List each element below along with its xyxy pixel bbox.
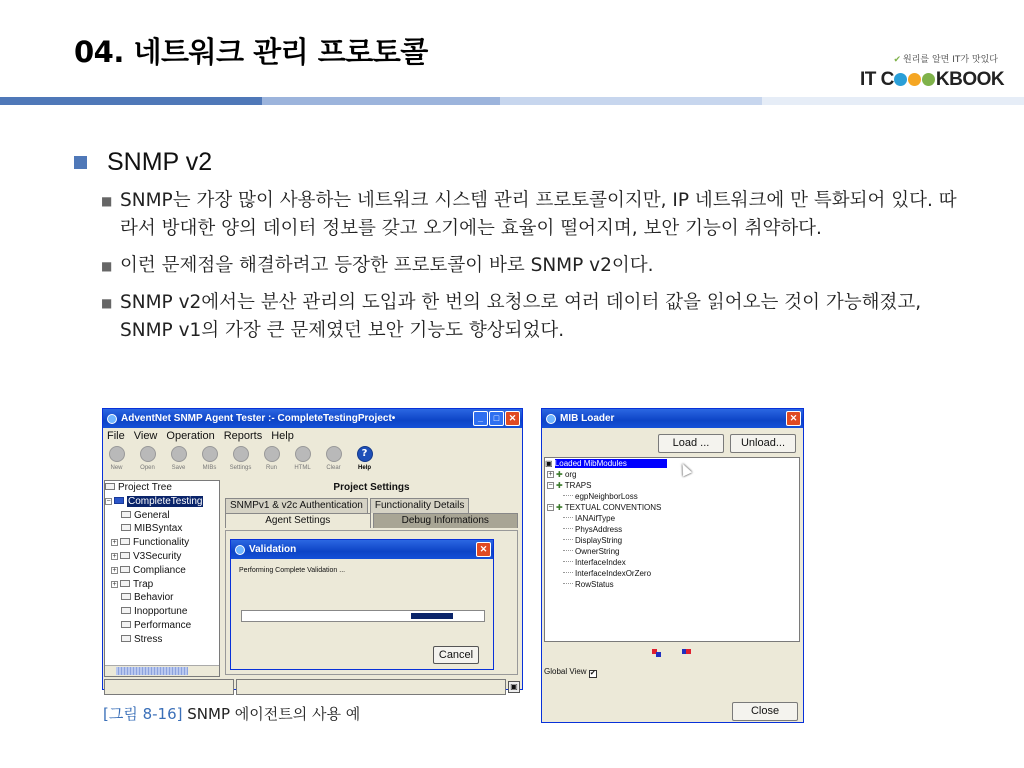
menu-operation[interactable]: Operation: [166, 430, 215, 442]
project-tree: [104, 480, 220, 677]
project-icon: [114, 497, 124, 504]
tool-label: Open: [140, 465, 155, 471]
toolbar-open-button[interactable]: [136, 444, 159, 478]
content-section: [74, 148, 974, 354]
tool-label: HTML: [294, 465, 311, 471]
folder-icon: [121, 524, 131, 531]
expand-icon[interactable]: +: [548, 471, 553, 478]
expand-icon[interactable]: +: [112, 566, 117, 574]
tree-item-trap[interactable]: [105, 578, 219, 592]
module-icon: ✚: [556, 470, 565, 479]
mib-module-item[interactable]: [545, 491, 799, 502]
logo-brand-end: KBOOK: [935, 69, 1005, 90]
mibs-icon: [202, 446, 218, 462]
app-icon: [546, 414, 556, 424]
bullet-item: [74, 252, 970, 280]
folder-icon: [121, 607, 131, 614]
bullet-text: SNMP는 가장 많이 사용하는 네트워크 시스템 관리 프로토콜이지만, IP 네트워크에 만 특화되어 있다. 따라서 방대한 양의 데이터 정보를 갖고 오기에는 효율이 떨어지며, 보안 기능이 취약하다.: [120, 190, 957, 239]
logo-dot-green: [922, 73, 935, 86]
menu-help[interactable]: Help: [271, 430, 294, 442]
tree-item-label: Behavior: [134, 592, 174, 604]
folder-icon: [121, 635, 131, 642]
bullet-text: 이런 문제점을 해결하려고 등장한 프로토콜이 바로 SNMP v2이다.: [120, 255, 654, 276]
bullet-list: [74, 187, 974, 345]
menu-file[interactable]: File: [107, 430, 125, 442]
mib-module-label: InterfaceIndex: [575, 558, 626, 567]
tree-item-label: MIBSyntax: [134, 523, 183, 535]
global-view-option: [544, 667, 597, 678]
module-icon: ✚: [556, 503, 565, 512]
tree-item-label: Compliance: [133, 564, 186, 576]
expand-icon[interactable]: +: [112, 539, 117, 547]
toolbar: [103, 444, 522, 478]
status-icon[interactable]: ▣: [508, 681, 520, 693]
tree-item-compliance[interactable]: [105, 564, 219, 578]
bullet-item: [74, 187, 970, 243]
logo-tagline-text: 원리를 알면 IT가 맛있다: [903, 55, 998, 65]
tree-connector: [563, 550, 573, 551]
header-bar-segment: [762, 97, 1024, 105]
settings-tabs-row-2: [223, 513, 520, 528]
tree-item-mibsyntax[interactable]: [105, 522, 219, 536]
caption-figure-number: [그림 8-16]: [103, 705, 183, 723]
tab-debug-informations[interactable]: Debug Informations: [373, 513, 519, 528]
tool-label: MIBs: [202, 465, 217, 471]
status-field: [104, 679, 234, 695]
mib-module-item[interactable]: [545, 557, 799, 568]
cancel-button[interactable]: Cancel: [433, 646, 479, 664]
validation-message: Performing Complete Validation ...: [239, 567, 346, 574]
tool-label: New: [110, 465, 123, 471]
load-button[interactable]: Load ...: [658, 434, 724, 453]
bullet-item: [74, 289, 970, 345]
tree-connector: [563, 495, 573, 496]
tree-item-performance[interactable]: [105, 619, 219, 633]
expand-icon[interactable]: +: [112, 552, 117, 560]
tree-item-label: Stress: [134, 633, 163, 645]
tree-connector: [563, 517, 573, 518]
mib-module-label: IANAifType: [575, 514, 616, 523]
tree-item-label: General: [134, 509, 170, 521]
tree-connector: [563, 539, 573, 540]
window-controls: [786, 411, 801, 426]
tool-label: Save: [171, 465, 186, 471]
header-bar-segment: [0, 97, 262, 105]
mib-module-item[interactable]: [545, 469, 799, 480]
toolbar-settings-button[interactable]: [229, 444, 252, 478]
figure-caption: [103, 703, 360, 724]
tree-item-label: Trap: [133, 578, 154, 590]
logo-brand-start: IT C: [860, 69, 894, 90]
toolbar-help-button[interactable]: [353, 444, 376, 478]
check-icon: ✔: [893, 55, 902, 65]
global-view-checkbox[interactable]: ✔: [589, 670, 596, 677]
tool-label: Clear: [326, 465, 341, 471]
section-heading: [74, 148, 974, 177]
tree-project-label: CompleteTesting: [128, 495, 203, 507]
logo-wordmark: [860, 69, 1004, 91]
validation-dialog: [230, 539, 494, 670]
folder-icon: [120, 538, 130, 545]
dialog-title: Validation: [249, 544, 297, 555]
folder-icon: [120, 566, 130, 573]
tree-connector: [563, 528, 573, 529]
folder-icon: [121, 593, 131, 600]
tree-item-v3security[interactable]: [105, 550, 219, 564]
mib-module-label: PhysAddress: [575, 525, 623, 534]
mib-loader-window: [541, 408, 804, 723]
header-divider-bar: [0, 97, 1024, 105]
validation-progress-bar: [241, 610, 485, 622]
toolbar-new-button[interactable]: [105, 444, 128, 478]
tree-connector: [563, 572, 573, 573]
validation-titlebar[interactable]: [231, 540, 493, 559]
folder-icon: [120, 552, 130, 559]
minimize-button[interactable]: _: [473, 411, 488, 426]
tree-root[interactable]: [105, 481, 219, 495]
window-controls: [473, 411, 520, 426]
tool-label: Help: [357, 465, 371, 471]
mib-module-label: RowStatus: [575, 580, 614, 589]
icon-square: [656, 652, 661, 657]
new-icon: [109, 446, 125, 462]
tree-item-functionality[interactable]: [105, 536, 219, 550]
settings-heading: Project Settings: [333, 482, 410, 493]
agent-tester-titlebar[interactable]: [103, 409, 522, 428]
tree-item-inopportune[interactable]: [105, 605, 219, 619]
settings-tabs-row-1: [223, 498, 520, 513]
app-icon: [107, 414, 117, 424]
close-button[interactable]: ✕: [786, 411, 801, 426]
menu-view[interactable]: View: [133, 430, 158, 442]
app-icon: [235, 545, 245, 555]
mib-root-label: Loaded MibModules: [555, 459, 667, 468]
folder-icon: [105, 483, 115, 490]
mib-module-label: TRAPS: [564, 481, 592, 490]
tab-snmp-authentication[interactable]: SNMPv1 & v2c Authentication: [225, 498, 368, 513]
mib-loader-titlebar[interactable]: [542, 409, 803, 428]
bullet-icon: ■: [101, 194, 113, 208]
tool-label: Settings: [229, 465, 252, 471]
tool-label: Run: [265, 465, 277, 471]
mib-module-label: egpNeighborLoss: [575, 492, 638, 501]
logo-tagline: [893, 52, 998, 65]
mib-module-item[interactable]: [545, 568, 799, 579]
tree-horizontal-scrollbar[interactable]: [105, 665, 219, 676]
tree-root-label: Project Tree: [118, 482, 172, 493]
bullet-icon: ■: [101, 296, 113, 310]
settings-icon: [233, 446, 249, 462]
open-icon: [140, 446, 156, 462]
toolbar-html-button[interactable]: [291, 444, 314, 478]
tree-root-icon: ▣: [545, 459, 553, 468]
expand-icon[interactable]: +: [112, 580, 117, 588]
folder-icon: [121, 621, 131, 628]
tree-connector: [563, 583, 573, 584]
mib-module-item[interactable]: [545, 502, 799, 513]
header-bar-segment: [262, 97, 500, 105]
expand-all-icon[interactable]: [652, 649, 662, 657]
close-mib-button[interactable]: Close: [732, 702, 798, 721]
status-field: [236, 679, 506, 695]
status-bar: [104, 679, 522, 695]
toolbar-mibs-button[interactable]: [198, 444, 221, 478]
toolbar-save-button[interactable]: [167, 444, 190, 478]
mib-module-label: OwnerString: [575, 547, 620, 556]
module-icon: ✚: [556, 481, 565, 490]
tree-item-label: Performance: [134, 619, 192, 631]
slide-title: 04. 네트워크 관리 프로토콜: [74, 35, 428, 69]
help-icon: ?: [357, 446, 373, 462]
toolbar-clear-button[interactable]: [322, 444, 345, 478]
folder-icon: [120, 580, 130, 587]
mib-root[interactable]: [545, 458, 799, 469]
logo-dot-orange: [908, 73, 921, 86]
run-icon: [264, 446, 280, 462]
it-cookbook-logo: [858, 52, 1005, 96]
header-bar-segment: [500, 97, 762, 105]
tree-item-general[interactable]: [105, 509, 219, 523]
tree-item-label: Inopportune: [134, 606, 188, 618]
tree-item-label: Functionality: [133, 537, 190, 549]
bullet-icon: ■: [101, 259, 113, 273]
clear-icon: [326, 446, 342, 462]
unload-button[interactable]: Unload...: [730, 434, 796, 453]
window-title: MIB Loader: [560, 413, 615, 424]
tree-item-stress[interactable]: [105, 633, 219, 647]
section-title-text: SNMP v2: [107, 148, 213, 176]
caption-text: SNMP 에이전트의 사용 예: [182, 705, 361, 723]
tree-item-behavior[interactable]: [105, 591, 219, 605]
mib-module-list: [545, 469, 799, 590]
tab-functionality-details[interactable]: Functionality Details: [370, 498, 469, 513]
dialog-controls: [476, 542, 491, 557]
mib-module-item[interactable]: [545, 546, 799, 557]
collapse-all-icon[interactable]: [682, 649, 692, 657]
bullet-text: SNMP v2에서는 분산 관리의 도입과 한 번의 요청으로 여러 데이터 값을 읽어오는 것이 가능해졌고, SNMP v1의 가장 큰 문제였던 보안 기능도 향상되었다.: [120, 292, 922, 341]
mib-module-item[interactable]: [545, 524, 799, 535]
window-title: AdventNet SNMP Agent Tester :- CompleteTestingProject•: [121, 413, 396, 424]
html-icon: [295, 446, 311, 462]
global-view-label: Global View: [544, 667, 587, 676]
scrollbar-thumb[interactable]: [116, 667, 188, 675]
collapse-icon[interactable]: −: [548, 482, 553, 489]
folder-icon: [121, 511, 131, 518]
tab-agent-settings[interactable]: Agent Settings: [225, 513, 371, 528]
mib-view-controls: [544, 644, 800, 662]
tree-project[interactable]: [105, 495, 219, 509]
mib-module-item[interactable]: [545, 535, 799, 546]
maximize-button[interactable]: □: [489, 411, 504, 426]
menu-bar: [103, 428, 522, 444]
tree-item-label: V3Security: [133, 550, 182, 562]
mib-module-label: TEXTUAL CONVENTIONS: [564, 503, 662, 512]
mib-module-item[interactable]: [545, 579, 799, 590]
logo-dot-blue: [894, 73, 907, 86]
icon-square: [686, 649, 691, 654]
mib-toolbar: [542, 428, 803, 456]
square-bullet-icon: [74, 156, 87, 169]
mib-module-tree: [544, 457, 800, 642]
mib-module-item[interactable]: [545, 513, 799, 524]
mib-module-label: InterfaceIndexOrZero: [575, 569, 652, 578]
mib-module-label: DisplayString: [575, 536, 623, 545]
tree-connector: [563, 561, 573, 562]
progress-fill: [411, 613, 452, 619]
collapse-icon[interactable]: −: [548, 504, 553, 511]
save-icon: [171, 446, 187, 462]
collapse-icon[interactable]: −: [106, 497, 111, 505]
mib-module-label: org: [564, 470, 577, 479]
mib-module-item[interactable]: [545, 480, 799, 491]
close-button[interactable]: ✕: [505, 411, 520, 426]
toolbar-run-button[interactable]: [260, 444, 283, 478]
dialog-close-button[interactable]: ✕: [476, 542, 491, 557]
menu-reports[interactable]: Reports: [223, 430, 263, 442]
